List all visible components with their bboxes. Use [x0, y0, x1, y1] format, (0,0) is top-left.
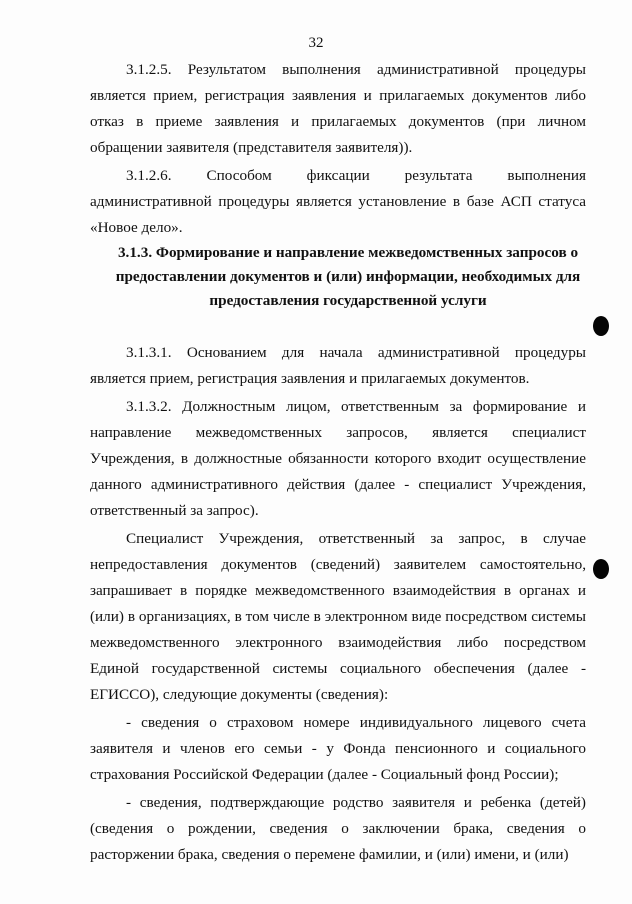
list-item-kinship: - сведения, подтверждающие родство заявителя и ребенка (детей) (сведения о рождении, сведения о заключении брака, сведения о расторжении брака, сведения о перемене фамилии, и (или) имени, и (или): [90, 794, 586, 863]
paragraph-3-1-2-6: 3.1.2.6. Способом фиксации результата выполнения административной процедуры является установление в базе АСП статуса «Новое дело».: [90, 167, 586, 236]
paragraph-3-1-3-2: 3.1.3.2. Должностным лицом, ответственным за формирование и направление межведомственных запросов, является специалист Учреждения, в должностные обязанности которого входит осуществление данного административного действия (далее - специалист Учреждения, ответственный за запрос).: [90, 398, 586, 519]
page-number: 32: [308, 35, 324, 51]
binder-hole-top: [593, 316, 609, 336]
paragraph-3-1-3-1: 3.1.3.1. Основанием для начала административной процедуры является прием, регистрация заявления и прилагаемых документов.: [90, 344, 586, 387]
heading-line: предоставления государственной услуги: [209, 292, 487, 309]
section-heading-3-1-3: [90, 241, 586, 313]
heading-line: предоставлении документов и (или) информации, необходимых для: [115, 268, 581, 285]
paragraph-specialist-request: Специалист Учреждения, ответственный за запрос, в случае непредоставления документов (сведений) заявителем самостоятельно, запрашивает в порядке межведомственного взаимодействия в органах и (или) в организациях, в том числе в электронном виде посредством системы межведомственного электронного взаимодействия либо посредством Единой государственной системы социального обеспечения (далее - ЕГИССО), следующие документы (сведения):: [90, 530, 586, 703]
list-item-snils: - сведения о страховом номере индивидуального лицевого счета заявителя и членов его семьи - у Фонда пенсионного и социального страхования Российской Федерации (далее - Социальный фонд России);: [90, 714, 586, 783]
document-body: [90, 57, 586, 868]
binder-hole-bottom: [593, 559, 609, 579]
paragraph-3-1-2-5: 3.1.2.5. Результатом выполнения административной процедуры является прием, регистрация заявления и прилагаемых документов либо отказ в приеме заявления и прилагаемых документов (при личном обращении заявителя (представителя заявителя)).: [90, 61, 586, 156]
heading-line: 3.1.3. Формирование и направление межведомственных запросов о: [117, 244, 579, 261]
